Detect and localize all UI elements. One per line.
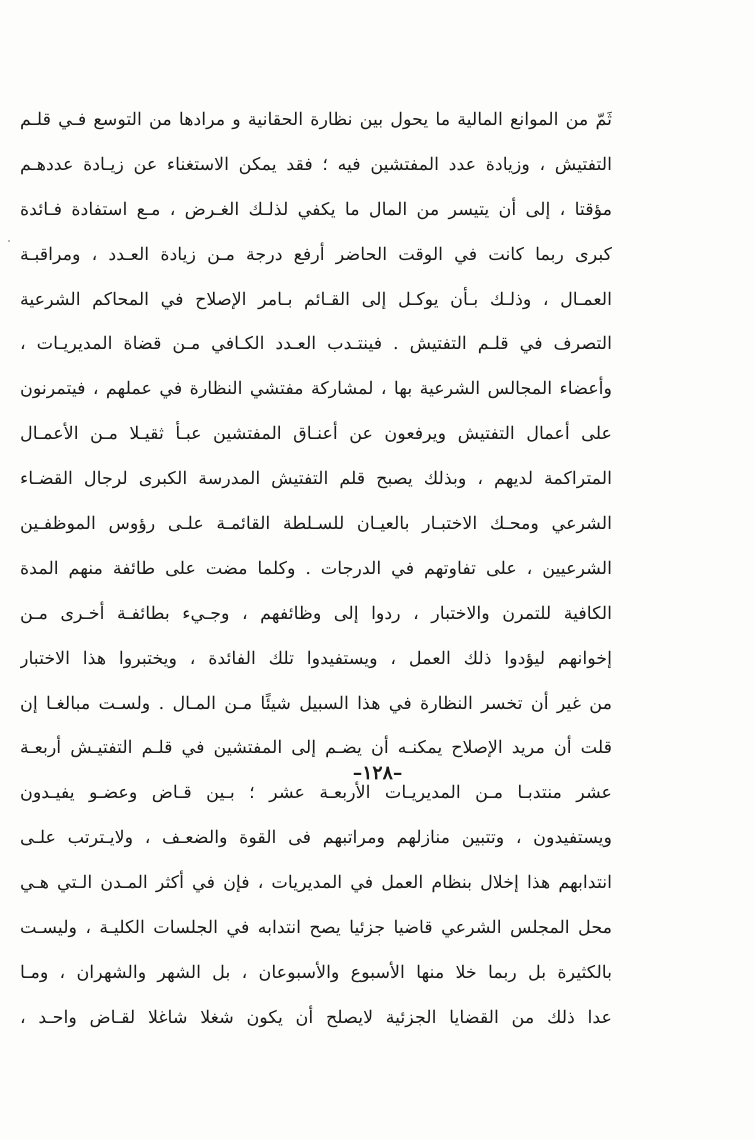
text-line: المتراكمة لديهم ، وبذلك يصبح قلم التفتيش المدرسة الكبرى لرجال القضـاء <box>20 469 612 490</box>
text-line: الكافية للتمرن والاختبار ، ردوا إلى وظائفهم ، وجـيء بطائفـة أخـرى مـن <box>20 603 612 624</box>
text-line: من غير أن تخسر النظارة في هذا السبيل شيئًا مـن المـال . ولسـت مبالغـا إن <box>20 693 612 714</box>
text-line: عشر منتدبـا مـن المديريـات الأربعـة عشر ؛ بـين قـاض وعضـو يفيـدون <box>20 783 612 804</box>
text-line: بالكثيرة بل ربما خلا منها الأسبوع والأسبوعان ، بل الشهر والشهران ، ومـا <box>20 962 612 983</box>
text-line: العمـال ، وذلـك بـأن يوكـل إلى القـائم بـامر الإصلاح في المحاكم الشرعية <box>20 289 612 310</box>
text-line: الشرعي ومحـك الاختبـار بالعيـان للسـلطة القائمـة علـى رؤوس الموظفـين <box>20 514 612 535</box>
text-line: الشرعيين ، على تفاوتهم في الدرجات . وكلما مضت على طائفة منهم المدة <box>20 558 612 579</box>
page-number: –١٢٨– <box>352 762 403 784</box>
text-line: انتدابهم هذا إخلال بنظام العمل في المديريات ، فإن في أكثر المـدن الـتي هـي <box>20 873 612 894</box>
text-line: عدا ذلك من القضايا الجزئية لايصلح أن يكون شغلا شاغلا لقـاض واحـد ، <box>20 1007 612 1028</box>
text-line: كبرى ربما كانت في الوقت الحاضر أرفع درجة مـن زيادة العـدد ، ومراقبـة <box>20 244 612 265</box>
body-text <box>20 98 612 1041</box>
text-line: ثَمّ من الموانع المالية ما يحول بين نظارة الحقانية و مرادها من التوسع فـي قلـم <box>20 110 612 130</box>
text-line: التفتيش ، وزيادة عدد المفتشين فيه ؛ فقد يمكن الاستغناء عن زيـادة عددهـم <box>20 154 612 175</box>
text-line: وأعضاء المجالس الشرعية بها ، لمشاركة مفتشي النظارة في عملهم ، فيتمرنون <box>20 379 612 400</box>
text-line: مؤقتا ، إلى أن يتيسر من المال ما يكفي لذلـك الغـرض ، مـع استفادة فـائدة <box>20 199 612 220</box>
text-line: ويستفيدون ، وتتبين منازلهم ومراتبهم فى القوة والضعـف ، ولايـترتب علـى <box>20 828 612 849</box>
text-line: التصرف في قلـم التفتيش . فينتـدب العـدد الكـافي مـن قضاة المديريـات ، <box>20 334 612 355</box>
text-line: إخوانهم ليؤدوا ذلك العمل ، ويستفيدوا تلك الفائدة ، ويختبروا هذا الاختبار <box>20 648 612 669</box>
text-line: قلت أن مريد الإصلاح يمكنـه أن يضـم إلى المفتشين في قلـم التفتيـش أربعـة <box>20 738 612 759</box>
margin-mark <box>8 240 10 242</box>
text-line: على أعمال التفتيش ويرفعون عن أعنـاق المفتشين عبـأ ثقيـلا مـن الأعمـال <box>20 424 612 445</box>
text-line: محل المجلس الشرعي قاضيا جزئيا يصح انتدابه في الجلسات الكليـة ، وليسـت <box>20 918 612 939</box>
